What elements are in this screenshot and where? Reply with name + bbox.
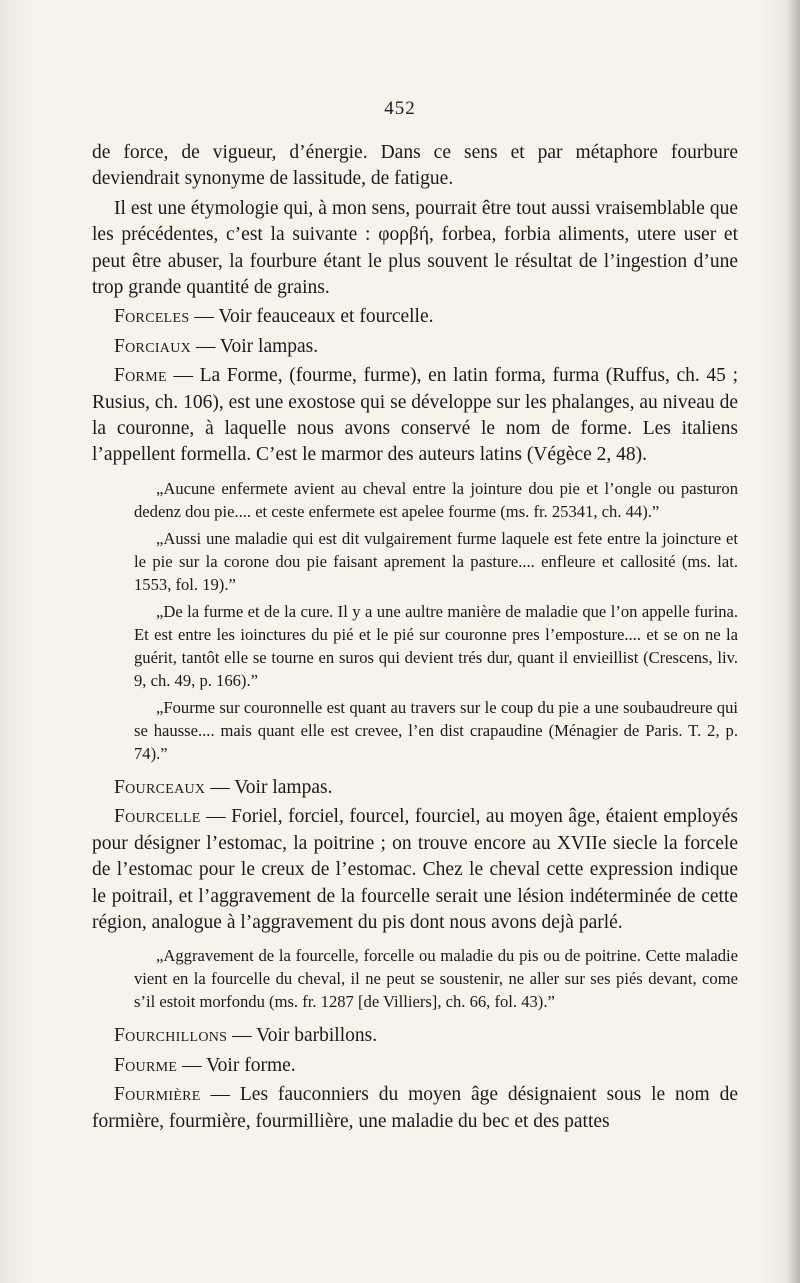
entry-head: Fourme — [114, 1054, 178, 1076]
entry-fourcelle — [92, 804, 738, 936]
page-edge-shadow — [786, 0, 800, 1283]
entry-fourmiere — [92, 1082, 738, 1135]
quote: „Aucune enfermete avient au cheval entre la jointure dou pie et l’ongle ou pasturon dedenz dou pie.... et ceste enfermete est apelee fourme (ms. fr. 25341, ch. 44).” — [134, 478, 738, 521]
entry-text: — Les fauconniers du moyen âge désignaient sous le nom de formière, fourmière, fourmillière, une maladie du bec et des pattes — [92, 1084, 738, 1132]
entry-fourceaux — [92, 775, 738, 801]
entry-text: — Voir forme. — [177, 1054, 296, 1076]
entry-head: Fourchillons — [114, 1025, 228, 1047]
entry-text: — Voir lampas. — [191, 335, 319, 357]
entry-text: — Foriel, forciel, fourcel, fourciel, au moyen âge, étaient employés pour désigner l’estomac, la poitrine ; on trouve encore au XVIIe siecle la forcele de l’estomac pour le creux de l’estomac. Chez le cheval cette expression indique le poitrail, et l’aggravement de la fourcelle serait une lésion indéterminée de cette région, analogue à l’aggravement du pis dont nous avons dejà parlé. — [92, 806, 738, 933]
entry-fourchillons — [92, 1023, 738, 1049]
entry-forme — [92, 363, 738, 469]
entry-head: Fourmière — [114, 1084, 201, 1106]
entry-text: — Voir barbillons. — [227, 1025, 378, 1047]
page-number: 452 — [384, 98, 416, 119]
entry-forceles — [92, 304, 738, 330]
quote-block-forme — [134, 477, 738, 765]
entry-head: Forme — [114, 365, 167, 387]
quote: „De la furme et de la cure. Il y a une aultre manière de maladie que l’on appelle furina. Et est entre les ioinctures du pié et le pié sur couronne pres l’emposture.... et se on ne la guérit, tantôt elle se tourne en suros qui devient trés dur, quant il envieillist (Crescens, liv. 9, ch. 49, p. 166).” — [134, 601, 738, 690]
entry-fourme — [92, 1053, 738, 1079]
quote: „Aggravement de la fourcelle, forcelle ou maladie du pis ou de poitrine. Cette maladie vient en la fourcelle du cheval, il ne peut se soustenir, ne aller sur ses piés devant, come s’il estoit morfondu (ms. fr. 1287 [de Villiers], ch. 66, fol. 43).” — [134, 946, 738, 1012]
paragraph-continuation: de force, de vigueur, d’énergie. Dans ce sens et par métaphore fourbure deviendrait synonyme de lassitude, de fatigue. — [92, 142, 738, 190]
body-text — [92, 140, 738, 1138]
entry-forciaux — [92, 334, 738, 360]
entry-text: — Voir feauceaux et fourcelle. — [189, 306, 434, 328]
entry-head: Fourcelle — [114, 806, 201, 828]
quote-block-fourcelle — [134, 944, 738, 1013]
entry-head: Forceles — [114, 306, 190, 328]
entry-head: Fourceaux — [114, 776, 206, 798]
entry-head: Forciaux — [114, 335, 192, 357]
entry-text: — La Forme, (fourme, furme), en latin forma, furma (Ruffus, ch. 45 ; Rusius, ch. 106), est une exostose qui se développe sur les phalanges, au niveau de la couronne, à laquelle nous avons conservé le nom de forme. Les italiens l’appellent formella. C’est le marmor des auteurs latins (Végèce 2, 48). — [92, 365, 738, 466]
quote: „Aussi une maladie qui est dit vulgairement furme laquele est fete entre la joincture et le pie sur la corone dou pie faisant aprement la pasture.... enfleure et callosité (ms. lat. 1553, fol. 19).” — [134, 528, 738, 594]
quote: „Fourme sur couronnelle est quant au travers sur le coup du pie a une soubaudreure qui se hausse.... mais quant elle est crevee, l’en dist crapaudine (Ménagier de Paris. T. 2, p. 74).” — [134, 697, 738, 763]
paragraph-etymology: Il est une étymologie qui, à mon sens, pourrait être tout aussi vraisemblable que les précédentes, c’est la suivante : φορβή, forbea, forbia aliments, utere user et peut être abuser, la fourbure étant le plus souvent le résultat de l’ingestion d’une trop grande quantité de grains. — [92, 197, 738, 299]
entry-text: — Voir lampas. — [205, 776, 333, 798]
